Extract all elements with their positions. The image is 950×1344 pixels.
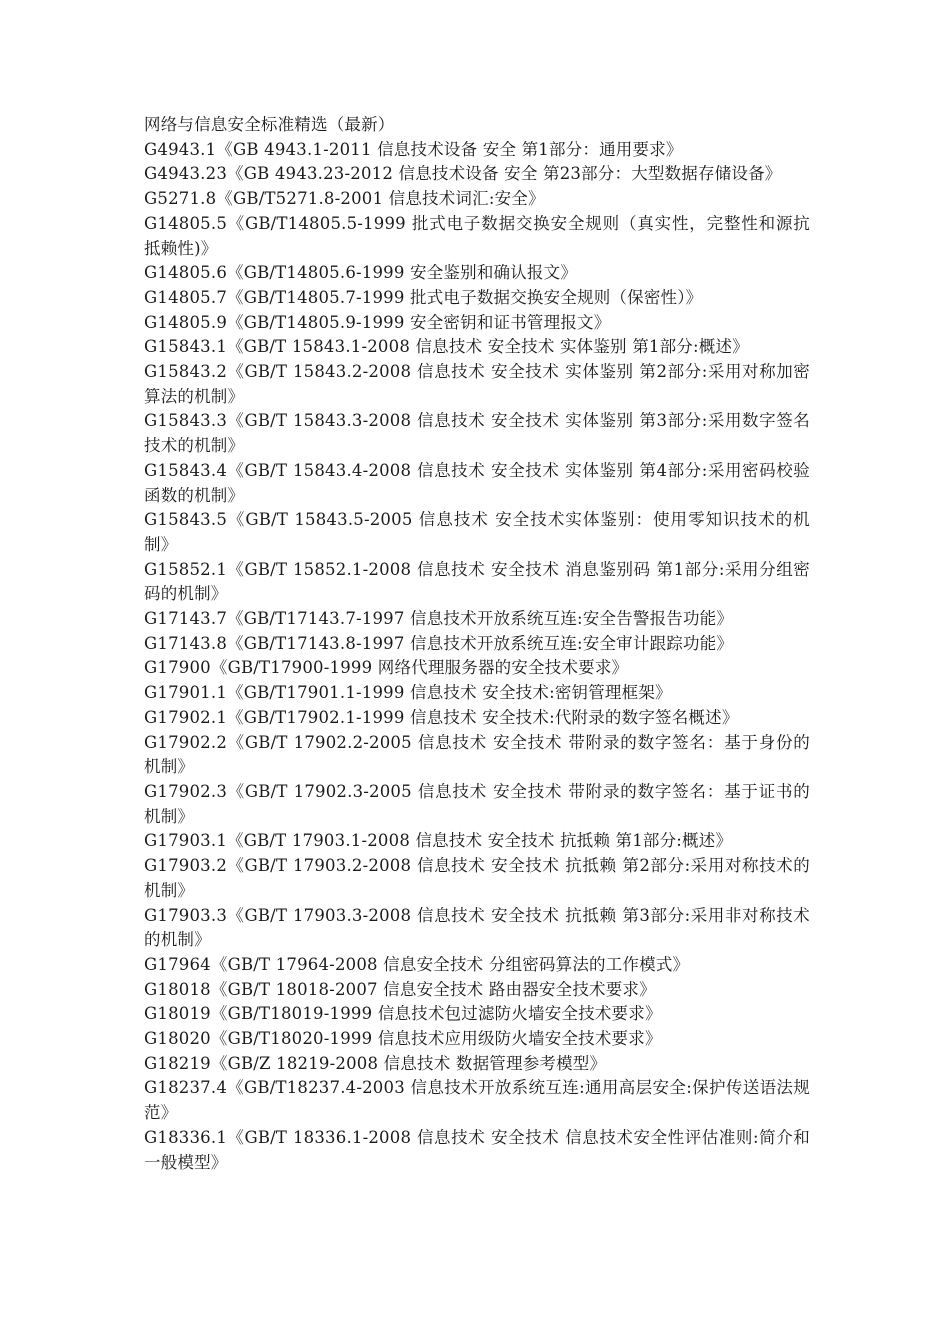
standard-entry: G17902.1《GB/T17902.1-1999 信息技术 安全技术:代附录的数字签名概述》 [144,707,739,727]
standard-entry: G15852.1《GB/T 15852.1-2008 信息技术 安全技术 消息鉴别码 第1部分:采用分组密码的机制》 [144,559,810,604]
standard-entry: G17900《GB/T17900-1999 网络代理服务器的安全技术要求》 [144,658,629,678]
standard-entry: G17903.1《GB/T 17903.1-2008 信息技术 安全技术 抗抵赖 第1部分:概述》 [144,831,733,851]
standard-entry: G17903.2《GB/T 17903.2-2008 信息技术 安全技术 抗抵赖 第2部分:采用对称技术的机制》 [144,856,810,900]
standard-entry: G14805.9《GB/T14805.9-1999 安全密钥和证书管理报文》 [144,312,611,332]
standard-entry: G18336.1《GB/T 18336.1-2008 信息技术 安全技术 信息技术安全性评估准则:简介和一般模型》 [144,1127,810,1172]
standard-entry: G17143.8《GB/T17143.8-1997 信息技术开放系统互连:安全审计跟踪功能》 [144,633,734,653]
standard-entry: G17964《GB/T 17964-2008 信息安全技术 分组密码算法的工作模式》 [144,954,690,974]
standard-entry: G15843.3《GB/T 15843.3-2008 信息技术 安全技术 实体鉴别 第3部分:采用数字签名技术的机制》 [144,411,810,456]
standard-entry: G14805.6《GB/T14805.6-1999 安全鉴别和确认报文》 [144,263,578,283]
standard-entry: G18219《GB/Z 18219-2008 信息技术 数据管理参考模型》 [144,1053,607,1073]
standard-entry: G14805.5《GB/T14805.5-1999 批式电子数据交换安全规则（真实性，完整性和源抗抵赖性)》 [144,213,810,258]
standard-entry: G18237.4《GB/T18237.4-2003 信息技术开放系统互连:通用高层安全:保护传送语法规范》 [144,1078,810,1123]
standard-entry: G18020《GB/T18020-1999 信息技术应用级防火墙安全技术要求》 [144,1029,662,1049]
standard-entry: G4943.1《GB 4943.1-2011 信息技术设备 安全 第1部分：通用要求》 [144,139,683,159]
standard-entry: G15843.5《GB/T 15843.5-2005 信息技术 安全技术实体鉴别：使用零知识技术的机制》 [144,510,810,554]
standard-entry: G15843.4《GB/T 15843.4-2008 信息技术 安全技术 实体鉴别 第4部分:采用密码校验函数的机制》 [144,460,810,505]
standard-entry: G17901.1《GB/T17901.1-1999 信息技术 安全技术:密钥管理框架》 [144,683,672,703]
document-title: 网络与信息安全标准精选（最新） [144,115,395,134]
standard-entry: G17143.7《GB/T17143.7-1997 信息技术开放系统互连:安全告警报告功能》 [144,609,734,629]
standard-entry: G15843.1《GB/T 15843.1-2008 信息技术 安全技术 实体鉴别 第1部分:概述》 [144,337,749,357]
standard-entry: G17902.3《GB/T 17902.3-2005 信息技术 安全技术 带附录的数字签名：基于证书的机制》 [144,781,810,826]
standard-entry: G5271.8《GB/T5271.8-2001 信息技术词汇:安全》 [144,189,545,209]
standard-entry: G15843.2《GB/T 15843.2-2008 信息技术 安全技术 实体鉴别 第2部分:采用对称加密算法的机制》 [144,362,810,406]
standard-entry: G18018《GB/T 18018-2007 信息安全技术 路由器安全技术要求》 [144,979,656,999]
standard-entry: G17902.2《GB/T 17902.2-2005 信息技术 安全技术 带附录的数字签名：基于身份的机制》 [144,732,810,777]
standard-entry: G17903.3《GB/T 17903.3-2008 信息技术 安全技术 抗抵赖 第3部分:采用非对称技术的机制》 [144,905,810,950]
standard-entry: G14805.7《GB/T14805.7-1999 批式电子数据交换安全规则（保密性）》 [144,287,703,307]
document-body [144,113,810,1175]
standard-entry: G18019《GB/T18019-1999 信息技术包过滤防火墙安全技术要求》 [144,1004,662,1024]
standard-entry: G4943.23《GB 4943.23-2012 信息技术设备 安全 第23部分：大型数据存储设备》 [144,164,782,184]
